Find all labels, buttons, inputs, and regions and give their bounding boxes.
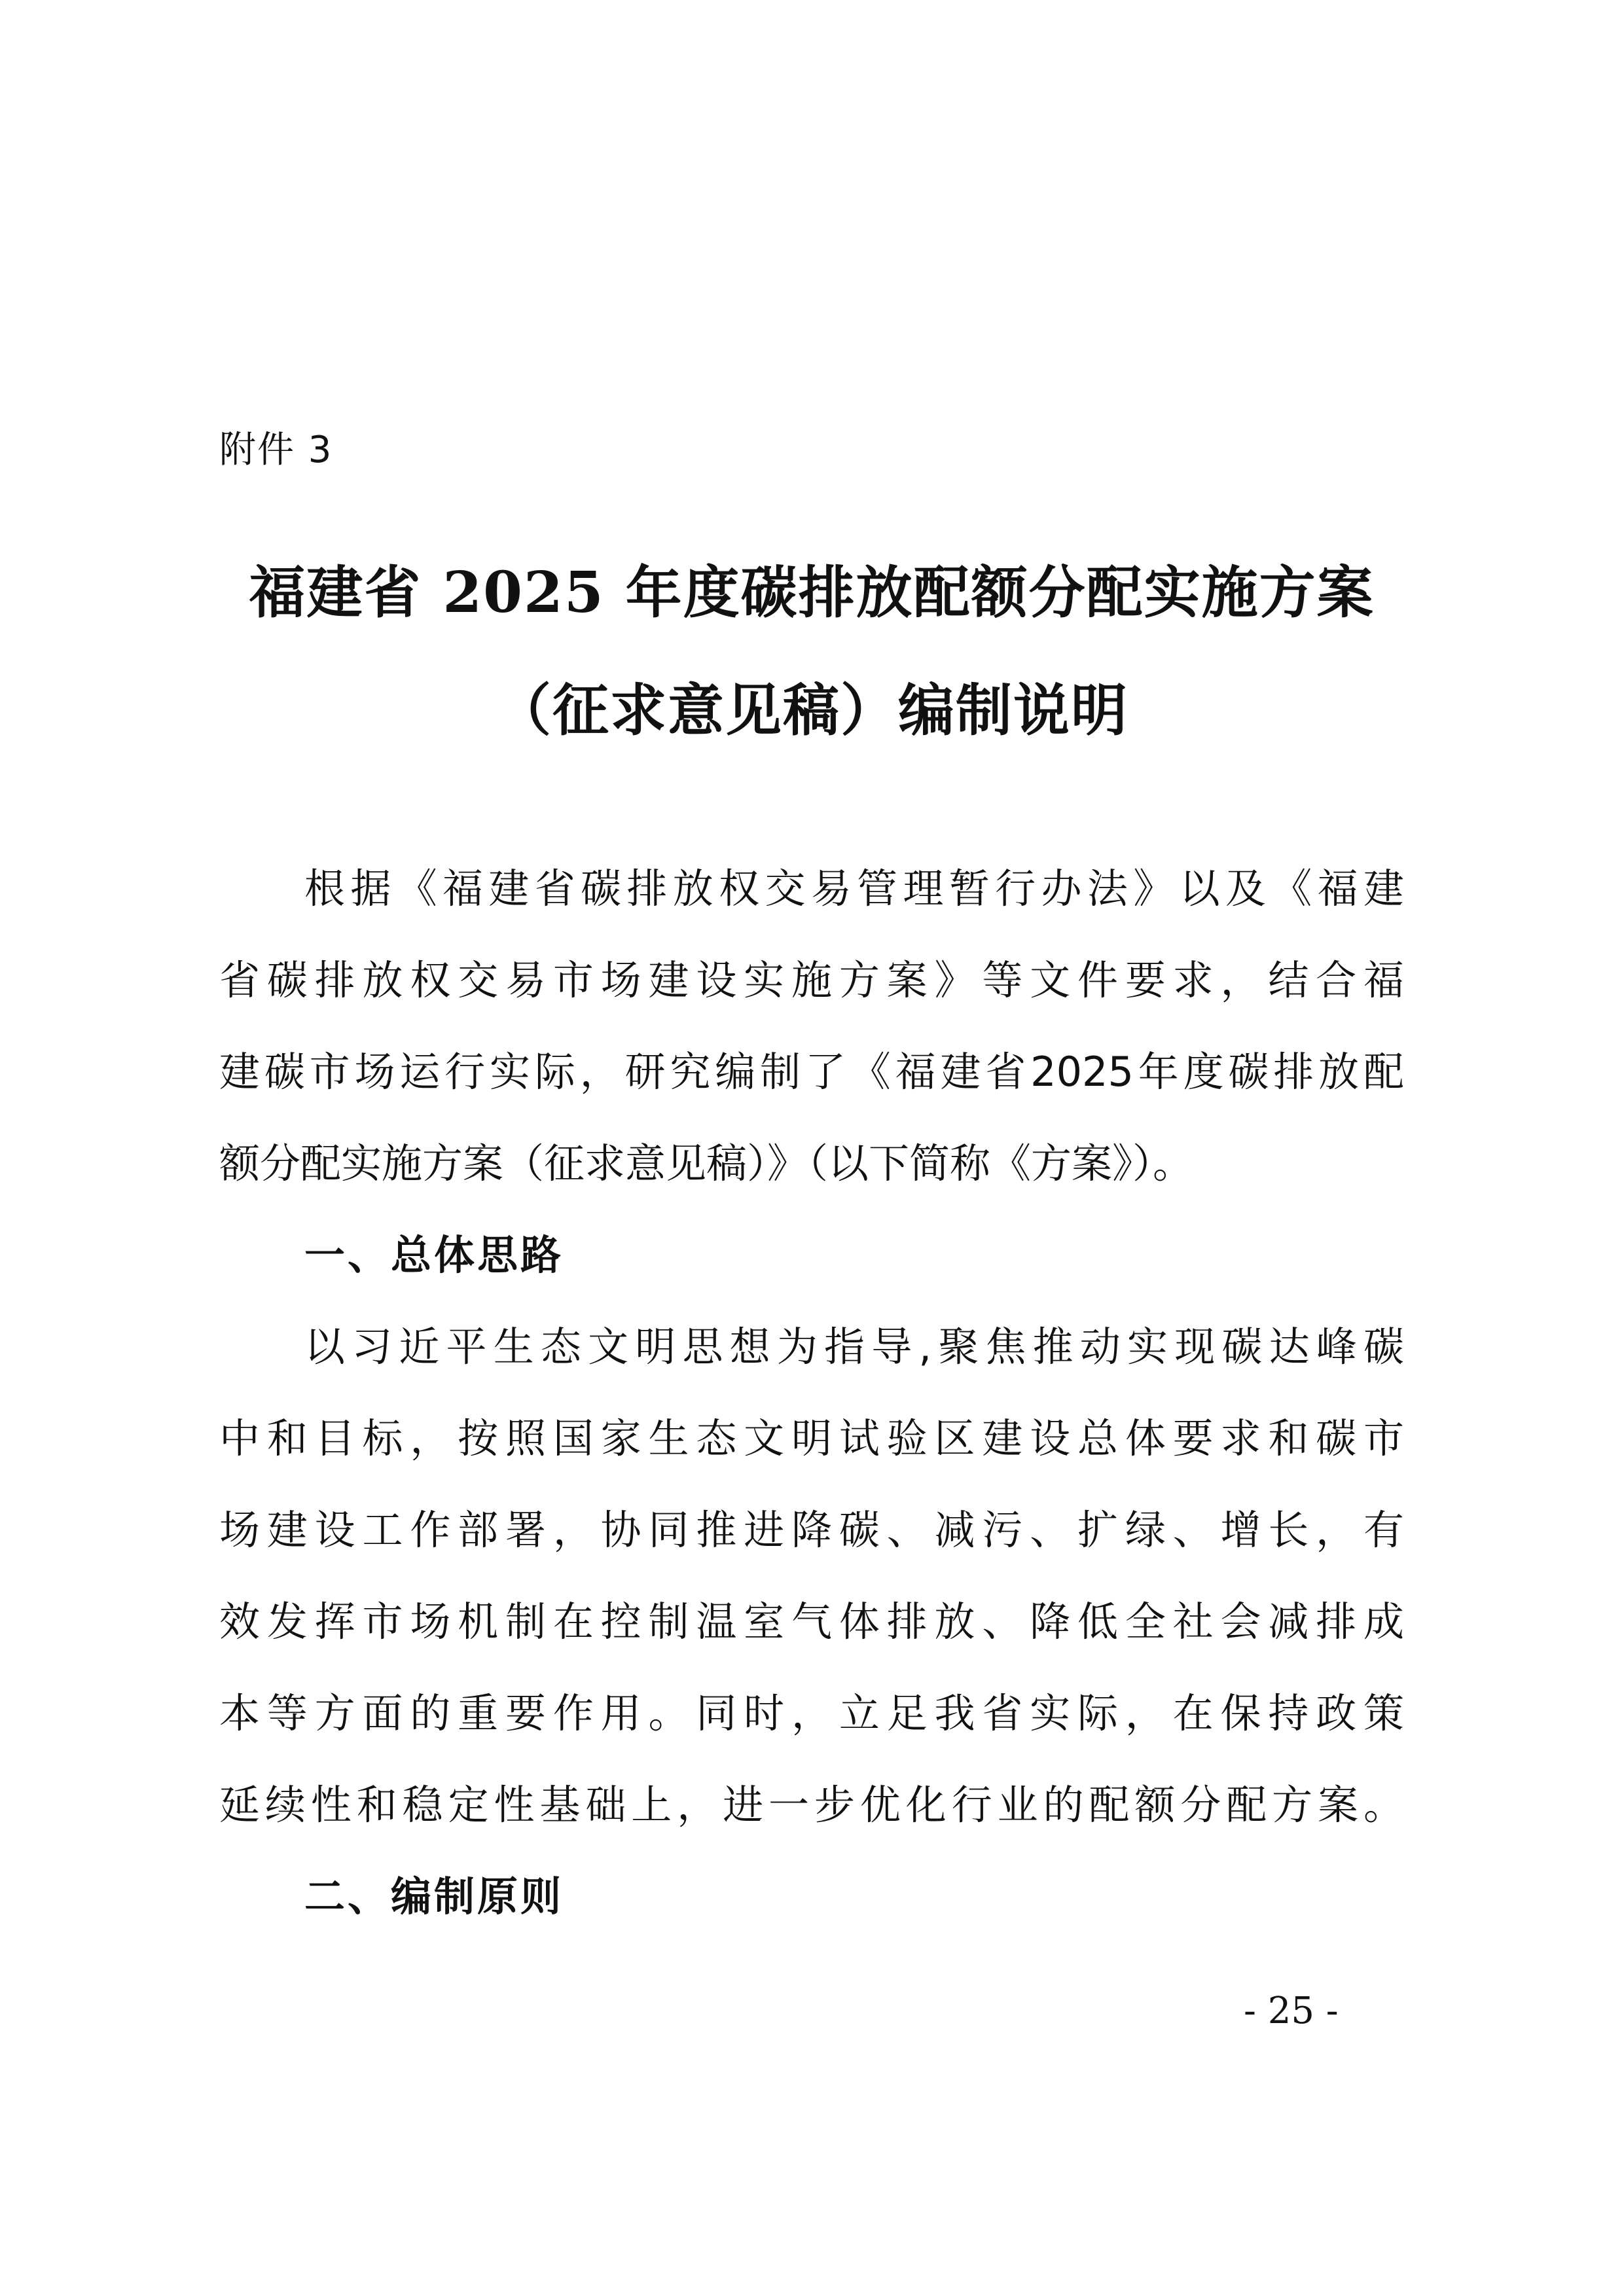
section1-line: 场建设工作部署，协同推进降碳、减污、扩绿、增长，有 [219, 1506, 1404, 1554]
intro-line: 建碳市场运行实际，研究编制了《福建省2025年度碳排放配 [219, 1048, 1404, 1096]
intro-line: 省碳排放权交易市场建设实施方案》等文件要求，结合福 [219, 956, 1404, 1004]
attachment-label: 附件 3 [219, 429, 333, 471]
section1-line: 效发挥市场机制在控制温室气体排放、降低全社会减排成 [219, 1598, 1404, 1645]
section1-line: 中和目标，按照国家生态文明试验区建设总体要求和碳市 [219, 1414, 1404, 1462]
section-heading-overall-approach: 一、总体思路 [304, 1231, 564, 1279]
intro-line: 额分配实施方案（征求意见稿）》（以下简称《方案》）。 [219, 1139, 1194, 1187]
document-title-line-1: 福建省 2025 年度碳排放配额分配实施方案 [249, 560, 1375, 626]
section1-line: 延续性和稳定性基础上，进一步优化行业的配额分配方案。 [219, 1781, 1404, 1829]
section1-line: 本等方面的重要作用。同时，立足我省实际，在保持政策 [219, 1689, 1404, 1737]
page-number: - 25 - [1244, 1990, 1339, 2032]
document-title-line-2: （征求意见稿）编制说明 [495, 677, 1128, 744]
section-heading-principles: 二、编制原则 [304, 1873, 564, 1920]
intro-line: 根据《福建省碳排放权交易管理暂行办法》以及《福建 [304, 865, 1404, 912]
section1-line: 以习近平生态文明思想为指导,聚焦推动实现碳达峰碳 [304, 1323, 1404, 1371]
